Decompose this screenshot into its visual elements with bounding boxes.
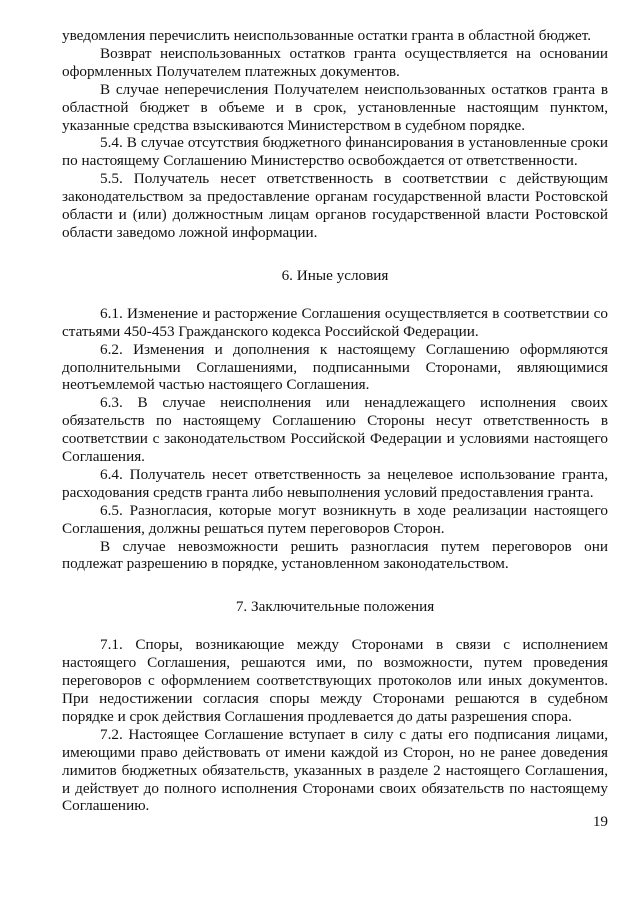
paragraph-6-4: 6.4. Получатель несет ответственность за нецелевое использование гранта, расходования средств гранта либо невыполнения условий предоставления гранта. [62,465,608,501]
paragraph-6-2: 6.2. Изменения и дополнения к настоящему Соглашению оформляются дополнительными Соглашениями, подписанными Сторонами, являющимися неотъемлемой частью настоящего Соглашения. [62,340,608,394]
paragraph-5-5: 5.5. Получатель несет ответственность в соответствии с действующим законодательством за предоставление органам государственной власти Ростовской области и (или) должностным лицам органов государственной власти Ростовской области заведомо ложной информации. [62,170,608,241]
section-heading-7: 7. Заключительные положения [235,598,435,616]
paragraph-continuation: уведомления перечислить неиспользованные остатки гранта в областной бюджет. [62,27,592,44]
paragraph-6-3: 6.3. В случае неисполнения или ненадлежащего исполнения своих обязательств по настоящему Соглашению Стороны несут ответственность в соответствии с законодательством Российской Федерации и условиями настоящего Соглашения. [62,394,608,466]
paragraph-6-5-cont: В случае невозможности решить разногласия путем переговоров они подлежат разрешению в порядке, установленном законодательством. [62,537,608,573]
section-heading-6: 6. Иные условия [281,266,389,284]
paragraph-7-1: 7.1. Споры, возникающие между Сторонами в связи с исполнением настоящего Соглашения, решаются ими, по возможности, путем проведения переговоров с оформлением соответствующих протоколов или иных документов. При недостижении согласия споры между Сторонами решаются в судебном порядке и срок действия Соглашения продлевается до даты разрешения спора. [62,636,608,725]
paragraph-5-4: 5.4. В случае отсутствия бюджетного финансирования в установленные сроки по настоящему Соглашению Министерство освобождается от ответственности. [62,134,608,170]
paragraph-6-1: 6.1. Изменение и расторжение Соглашения осуществляется в соответствии со статьями 450-453 Гражданского кодекса Российской Федерации. [62,304,608,340]
paragraph-7-2: 7.2. Настоящее Соглашение вступает в силу с даты его подписания лицами, имеющими право действовать от имени каждой из Сторон, но не ранее доведения лимитов бюджетных обязательств, указанных в разделе 2 настоящего Соглашения, и действует до полного исполнения Сторонами своих обязательств по настоящему Соглашению. [62,725,608,815]
paragraph-6-5: 6.5. Разногласия, которые могут возникнуть в ходе реализации настоящего Соглашения, должны решаться путем переговоров Сторон. [62,501,608,537]
document-body [62,27,608,815]
paragraph-refund-basis: Возврат неиспользованных остатков гранта осуществляется на основании оформленных Получателем платежных документов. [62,44,608,80]
page-number: 19 [592,813,608,830]
paragraph-recovery: В случае неперечисления Получателем неиспользованных остатков гранта в областной бюджет в объеме и в срок, установленные настоящим пунктом, указанные средства взыскиваются Министерством в судебном порядке. [62,80,608,134]
